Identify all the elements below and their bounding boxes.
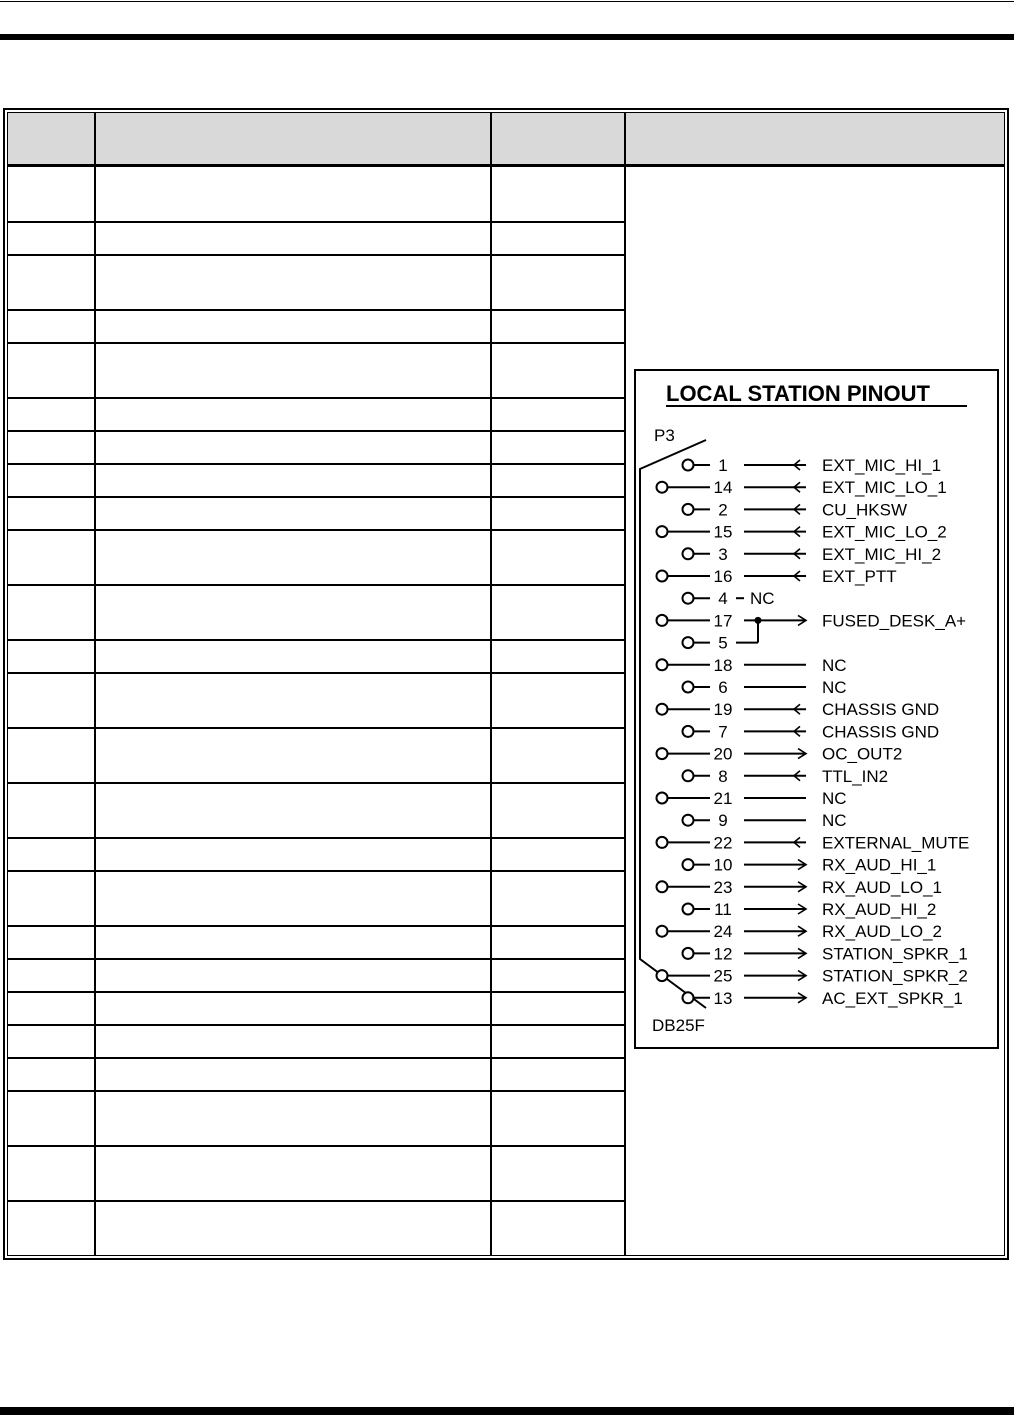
figure-title: LOCAL STATION PINOUT [666,381,930,406]
pin-contact-25 [657,970,668,981]
signal-name-22: EXTERNAL_MUTE [822,833,970,853]
signal-name-3: EXT_MIC_HI_2 [822,544,942,564]
header-rule-thick [0,34,1014,40]
table-row [8,343,623,398]
signal-name-19: CHASSIS GND [822,700,940,720]
signal-name-23: RX_AUD_LO_1 [822,877,943,897]
pin-contact-21 [657,793,668,804]
pin-number-21: 21 [713,789,733,808]
connector-type: DB25F [652,1016,705,1035]
header-rule-thin [0,1,1014,2]
pin-number-5: 5 [718,633,728,653]
pin-number-15: 15 [713,522,733,542]
table-row [8,992,623,1025]
pin-contact-6 [683,682,694,693]
table-row [8,530,623,585]
pin-number-17: 17 [713,611,733,631]
pin-number-8: 8 [718,766,728,786]
table-row [8,431,623,464]
pin-number-22: 22 [713,833,733,853]
signal-name-6: NC [822,678,847,697]
table-row [8,497,623,530]
pin-contact-10 [683,859,694,870]
signal-name-15: EXT_MIC_LO_2 [822,522,947,542]
header-cell-figure [627,113,1004,164]
table-row [8,926,623,959]
pin-contact-8 [683,770,694,781]
pin-number-3: 3 [718,544,728,564]
table-row [8,1058,623,1091]
signal-name-1: EXT_MIC_HI_1 [822,456,942,475]
table-row [8,464,623,497]
table-row [8,585,623,640]
table-row [8,255,623,310]
signal-name-8: TTL_IN2 [822,766,889,786]
pin-contact-23 [657,881,668,892]
local-station-pinout-figure [634,369,999,1049]
pinout-diagram [636,371,1001,1051]
pin-contact-4 [683,593,694,604]
pin-contact-12 [683,948,694,959]
pin-contact-24 [657,926,668,937]
signal-name-16: EXT_PTT [822,567,897,586]
table-row [8,673,623,728]
table-row [8,1025,623,1058]
pin-contact-5 [683,637,694,648]
pin-number-18: 18 [713,655,733,675]
connector-ref: P3 [654,426,675,445]
table-row [8,167,623,222]
table-row [8,838,623,871]
table-row [8,222,623,255]
table-row [8,1146,623,1201]
pin-number-9: 9 [718,811,728,831]
junction-dot [755,617,762,624]
pin-contact-7 [683,726,694,737]
table-row [8,783,623,838]
signal-name-24: RX_AUD_LO_2 [822,922,943,942]
footer-rule [0,1407,1014,1415]
signal-name-25: STATION_SPKR_2 [822,966,968,986]
pin-number-12: 12 [713,944,733,964]
pin-number-23: 23 [713,877,733,897]
header-cell-description [96,113,493,164]
pin-number-2: 2 [718,500,728,520]
table-row [8,310,623,343]
pin-number-13: 13 [713,988,733,1008]
signal-name-10: RX_AUD_HI_1 [822,855,937,875]
pin-contact-19 [657,704,668,715]
signal-name-17: FUSED_DESK_A+ [822,611,967,631]
pin-contact-15 [657,526,668,537]
signal-name-7: CHASSIS GND [822,722,940,742]
pin-list [657,456,970,1008]
pin-contact-1 [683,460,694,471]
pin-contact-9 [683,815,694,826]
pin-number-11: 11 [714,900,732,919]
table-row [8,728,623,783]
column-divider-3 [624,113,626,1256]
signal-name-13: AC_EXT_SPKR_1 [822,988,963,1008]
header-cell-direction [493,113,627,164]
pin-number-6: 6 [718,678,728,697]
table-row [8,1201,623,1256]
pin-contact-14 [657,482,668,493]
pin-contact-16 [657,571,668,582]
pin-contact-3 [683,548,694,559]
pin-contact-22 [657,837,668,848]
signal-name-2: CU_HKSW [822,500,908,520]
signal-name-11: RX_AUD_HI_2 [822,900,937,919]
db25-shell-outline [640,440,706,1008]
pin-number-24: 24 [713,922,733,942]
pin-number-16: 16 [713,567,733,586]
pin-contact-2 [683,504,694,515]
table-row [8,640,623,673]
signal-name-9: NC [822,811,847,831]
signal-name-20: OC_OUT2 [822,744,903,764]
pin-number-7: 7 [718,722,728,742]
pin-contact-20 [657,748,668,759]
header-cell-pin [8,113,96,164]
pin-contact-17 [657,615,668,626]
pin-contact-18 [657,659,668,670]
table-header-row [8,113,1004,164]
pin-number-14: 14 [713,478,733,498]
pin-number-25: 25 [713,966,733,986]
signal-name-14: EXT_MIC_LO_1 [822,478,947,498]
signal-name-18: NC [822,655,847,675]
pin-number-4: 4 [718,589,728,609]
signal-name-12: STATION_SPKR_1 [822,944,968,964]
pin-contact-13 [683,992,694,1003]
table-row [8,959,623,992]
pin-number-19: 19 [713,700,733,720]
signal-name-21: NC [822,789,847,808]
pin-number-20: 20 [713,744,733,764]
table-row [8,398,623,431]
pin-number-1: 1 [718,456,728,475]
pin-contact-11 [683,904,694,915]
table-row [8,871,623,926]
pin-number-10: 10 [713,855,733,875]
table-row [8,1091,623,1146]
pin-nc-label-4: NC [750,589,775,609]
